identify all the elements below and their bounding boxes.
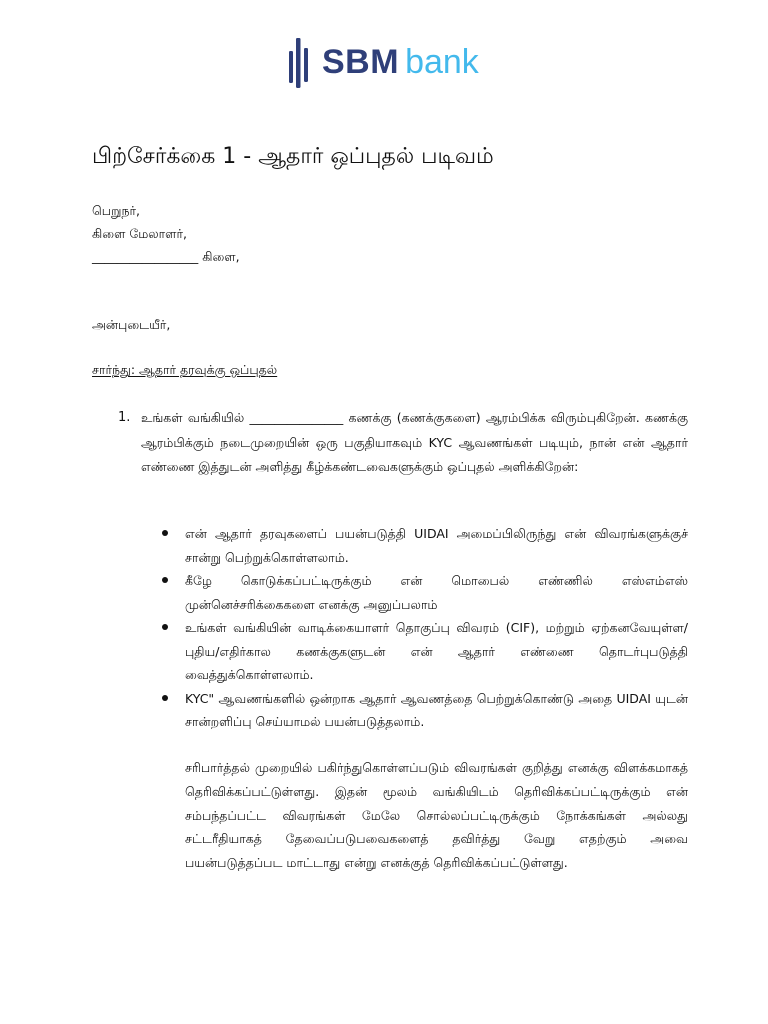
- recipient-address: [92, 199, 240, 268]
- paragraph-text: உங்கள் வங்கியில் _______________ கணக்கு (கணக்குகளை) ஆரம்பிக்க விரும்புகிறேன். கணக்கு ஆரம்பிக்கும் நடைமுறையின் ஒரு பகுதியாகவும் KYC ஆவணங்கள் படியும், நான் என் ஆதார் எண்ணை இத்துடன் அளித்து கீழ்க்கண்டவைகளுக்கும் ஒப்புதல் அளிக்கிறேன்:: [141, 410, 688, 474]
- address-line-recipient: பெறுநர்,: [92, 203, 141, 218]
- paragraph-number: 1.: [118, 410, 131, 425]
- sbm-logo-mark-icon: [286, 36, 310, 90]
- consent-bullet-list: [162, 522, 688, 734]
- sbm-bank-logo: [286, 36, 496, 90]
- bullet-icon: [162, 624, 168, 630]
- list-item: [162, 687, 688, 734]
- bullet-text: உங்கள் வங்கியின் வாடிக்கையாளர் தொகுப்பு விவரம் (CIF), மற்றும் ஏற்கனவேயுள்ள/புதிய/எதிர்கால கணக்குகளுடன் என் ஆதார் எண்ணை தொடர்புபடுத்தி வைத்துக்கொள்ளலாம்.: [185, 620, 688, 682]
- subject-line: [92, 360, 277, 380]
- salutation: அன்புடையீர்,: [92, 317, 171, 332]
- logo-bank-text: bank: [405, 43, 479, 81]
- list-item: [162, 616, 688, 687]
- bullet-text: KYC" ஆவணங்களில் ஒன்றாக ஆதார் ஆவணத்தை பெற்றுக்கொண்டு அதை UIDAI யுடன் சான்றளிப்பு செய்யாமல் பயன்படுத்தலாம்.: [185, 690, 688, 729]
- bullet-icon: [162, 695, 168, 701]
- bullet-icon: [162, 530, 168, 536]
- bullet-text: கீழே கொடுக்கப்பட்டிருக்கும் என் மொபைல் எண்ணில் எஸ்எம்எஸ் முன்னெச்சரிக்கைகளை எனக்கு அனுப்பலாம்: [185, 573, 688, 612]
- logo-wordmark: [322, 42, 479, 82]
- address-line-manager: கிளை மேலாளர்,: [92, 226, 187, 241]
- logo-sbm-text: SBM: [322, 43, 400, 81]
- list-item: [162, 522, 688, 569]
- address-line-branch: _________________ கிளை,: [92, 249, 240, 264]
- document-title: பிற்சேர்க்கை 1 - ஆதார் ஒப்புதல் படிவம்: [92, 144, 494, 169]
- closing-paragraph: சரிபார்த்தல் முறையில் பகிர்ந்துகொள்ளப்படும் விவரங்கள் குறித்து எனக்கு விளக்கமாகத் தெரிவிக்கப்பட்டுள்ளது. இதன் மூலம் வங்கியிடம் தெரிவிக்கப்பட்டிருக்கும் என் சம்பந்தப்பட்ட விவரங்கள் மேலே சொல்லப்பட்டிருக்கும் நோக்கங்கள் அல்லது சட்டரீதியாகத் தேவைப்படுபவைகளைத் தவிர்த்து வேறு எதற்கும் அவை பயன்படுத்தப்பட மாட்டாது என்று எனக்குத் தெரிவிக்கப்பட்டுள்ளது.: [185, 760, 688, 871]
- bullet-text: என் ஆதார் தரவுகளைப் பயன்படுத்தி UIDAI அமைப்பிலிருந்து என் விவரங்களுக்குச் சான்று பெற்றுக்கொள்ளலாம்.: [185, 526, 688, 565]
- subject-text: சார்ந்து: ஆதார் தரவுக்கு ஒப்புதல்: [92, 362, 278, 377]
- bullet-icon: [162, 577, 168, 583]
- list-item: [162, 569, 688, 616]
